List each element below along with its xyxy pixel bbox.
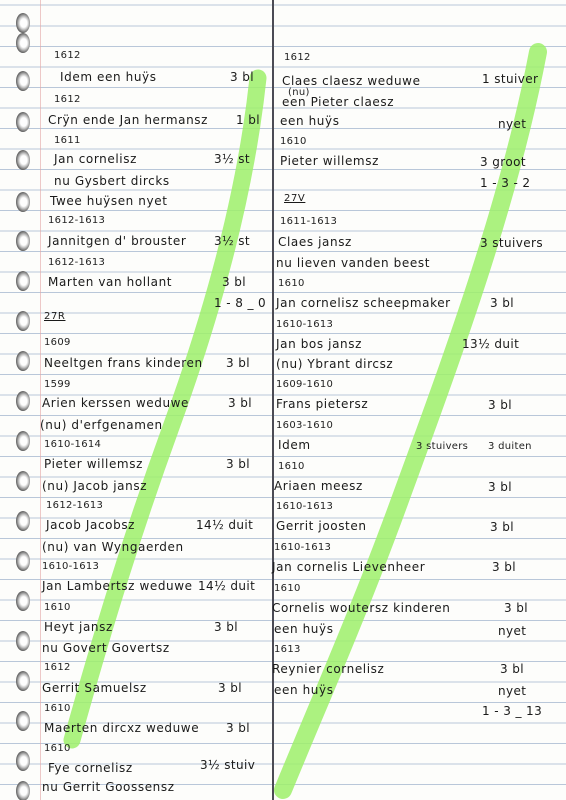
entry-amount: nyet bbox=[498, 624, 527, 638]
entry-name: Jan cornelisz scheepmaker bbox=[276, 296, 451, 310]
year-label: 1610-1614 bbox=[44, 439, 102, 450]
folio-total: 1 - 3 _ 13 bbox=[482, 704, 543, 718]
entry-name: Crÿn ende Jan hermansz bbox=[48, 113, 209, 127]
entry-name: Jan cornelisz bbox=[54, 152, 137, 166]
year-label: 1612-1613 bbox=[48, 215, 106, 226]
binding-hole bbox=[16, 511, 30, 531]
year-label: 1612 bbox=[54, 94, 81, 105]
entry-amount: nyet bbox=[498, 684, 527, 698]
entry-amount: 3 bl bbox=[230, 70, 255, 84]
binding-hole bbox=[16, 231, 30, 251]
entry-note: een huÿs bbox=[274, 683, 334, 697]
binding-hole bbox=[16, 192, 30, 212]
entry-amount-secondary: 3 duiten bbox=[488, 441, 532, 452]
entry-amount: 3½ stuiv bbox=[200, 758, 256, 772]
entry-name: Gerrit Samuelsz bbox=[42, 681, 147, 695]
binding-hole bbox=[16, 431, 30, 451]
entry-name: Reynier cornelisz bbox=[272, 662, 385, 676]
entry-amount: 3 bl bbox=[222, 275, 247, 289]
entry-amount: 3 bl bbox=[214, 620, 239, 634]
year-label: 1603-1610 bbox=[276, 420, 334, 431]
binding-hole bbox=[16, 751, 30, 771]
entry-note: nu lieven vanden beest bbox=[276, 256, 431, 270]
year-label: 1609 bbox=[44, 337, 71, 348]
binding-hole bbox=[16, 351, 30, 371]
entry-note: nu Gerrit Goossensz bbox=[42, 780, 175, 794]
entry-amount: 3½ st bbox=[214, 152, 251, 166]
entry-note: een Pieter claesz bbox=[282, 95, 395, 109]
folio-total: 1 - 8 _ 0 bbox=[214, 296, 267, 310]
year-label: 1610 bbox=[44, 703, 71, 714]
entry-name: Frans pietersz bbox=[276, 397, 369, 411]
entry-name: Pieter willemsz bbox=[280, 154, 379, 168]
year-label: 1613 bbox=[274, 644, 301, 655]
entry-name: Fye cornelisz bbox=[48, 761, 133, 775]
year-label: 1610 bbox=[274, 583, 301, 594]
entry-amount: 3 bl bbox=[490, 520, 515, 534]
binding-hole bbox=[16, 711, 30, 731]
year-label: 1599 bbox=[44, 379, 71, 390]
binding-hole bbox=[16, 112, 30, 132]
year-label: 1609-1610 bbox=[276, 379, 334, 390]
entry-name: Jan bos jansz bbox=[276, 337, 362, 351]
entry-note: nu Gysbert dircks bbox=[54, 174, 170, 188]
entry-name: Heyt jansz bbox=[44, 620, 113, 634]
entry-amount: 3 bl bbox=[228, 396, 253, 410]
entry-note: (nu) van Wyngaerden bbox=[42, 540, 184, 554]
year-label: 1610 bbox=[44, 602, 71, 613]
entry-name: Idem een huÿs bbox=[60, 70, 157, 84]
entry-amount: 3 bl bbox=[226, 457, 251, 471]
entry-amount: 14½ duit bbox=[198, 579, 256, 593]
entry-note: een huÿs bbox=[274, 622, 334, 636]
entry-name: Jannitgen d' brouster bbox=[48, 234, 187, 248]
entry-amount: 3 stuivers bbox=[416, 441, 469, 452]
margin-rule bbox=[40, 0, 41, 800]
entry-name: Jacob Jacobsz bbox=[46, 518, 136, 532]
entry-amount: 3 bl bbox=[226, 356, 251, 370]
year-label: 1610-1613 bbox=[42, 561, 100, 572]
entry-note: (nu) Jacob jansz bbox=[42, 479, 148, 493]
entry-name: Idem bbox=[278, 438, 311, 452]
year-label: 1612 bbox=[44, 662, 71, 673]
year-label: 1610-1613 bbox=[276, 501, 334, 512]
entry-name: Arien kerssen weduwe bbox=[42, 396, 190, 410]
binding-hole bbox=[16, 471, 30, 491]
binding-hole bbox=[16, 551, 30, 571]
entry-amount: 3 groot bbox=[480, 155, 526, 169]
entry-annotation: (nu) bbox=[288, 87, 310, 98]
year-label: 1612 bbox=[54, 50, 81, 61]
binding-hole bbox=[16, 13, 30, 33]
entry-amount: 3 bl bbox=[500, 662, 525, 676]
year-label: 1610-1613 bbox=[276, 319, 334, 330]
entry-amount: 3 bl bbox=[488, 480, 513, 494]
binding-hole bbox=[16, 33, 30, 53]
year-label: 1612 bbox=[284, 52, 311, 63]
entry-amount: nyet bbox=[498, 117, 527, 131]
entry-amount: 3 bl bbox=[492, 560, 517, 574]
year-label: 1610-1613 bbox=[274, 542, 332, 553]
entry-name: Claes claesz weduwe bbox=[282, 74, 421, 88]
entry-name: Claes jansz bbox=[278, 235, 352, 249]
binding-hole bbox=[16, 591, 30, 611]
year-label: 1612-1613 bbox=[48, 257, 106, 268]
spiral-binding bbox=[0, 0, 40, 800]
year-label: 1611 bbox=[54, 135, 81, 146]
entry-note: Twee huÿsen nyet bbox=[50, 194, 168, 208]
entry-amount: 14½ duit bbox=[196, 518, 254, 532]
entry-note: (nu) Ybrant dircsz bbox=[276, 357, 394, 371]
column-divider bbox=[272, 0, 274, 800]
binding-hole bbox=[16, 631, 30, 651]
folio-total: 1 - 3 - 2 bbox=[480, 176, 531, 190]
binding-hole bbox=[16, 71, 30, 91]
entry-name: Ariaen meesz bbox=[274, 479, 363, 493]
year-label: 1610 bbox=[278, 278, 305, 289]
year-label: 1610 bbox=[44, 743, 71, 754]
entry-amount: 1 bl bbox=[236, 113, 261, 127]
folio-marker: 27V bbox=[284, 193, 306, 204]
entry-note: (nu) d'erfgenamen bbox=[40, 418, 163, 432]
binding-hole bbox=[16, 311, 30, 331]
entry-amount: 13½ duit bbox=[462, 337, 520, 351]
entry-name: Jan cornelis Lievenheer bbox=[272, 560, 426, 574]
entry-note: een huÿs bbox=[280, 114, 340, 128]
entry-name: Jan Lambertsz weduwe bbox=[42, 579, 193, 593]
entry-amount: 1 stuiver bbox=[482, 72, 539, 86]
entry-note: nu Govert Govertsz bbox=[42, 641, 170, 655]
entry-amount: 3 stuivers bbox=[480, 236, 544, 250]
entry-name: Cornelis woutersz kinderen bbox=[272, 601, 451, 615]
entry-name: Neeltgen frans kinderen bbox=[44, 356, 203, 370]
entry-name: Pieter willemsz bbox=[44, 457, 143, 471]
binding-hole bbox=[16, 781, 30, 800]
entry-name: Maerten dircxz weduwe bbox=[44, 721, 200, 735]
folio-marker: 27R bbox=[44, 311, 66, 322]
entry-amount: 3 bl bbox=[490, 296, 515, 310]
year-label: 1612-1613 bbox=[46, 500, 104, 511]
year-label: 1610 bbox=[278, 461, 305, 472]
year-label: 1610 bbox=[280, 136, 307, 147]
binding-hole bbox=[16, 150, 30, 170]
entry-amount: 3 bl bbox=[488, 398, 513, 412]
year-label: 1611-1613 bbox=[280, 216, 338, 227]
entry-name: Marten van hollant bbox=[48, 275, 173, 289]
binding-hole bbox=[16, 671, 30, 691]
entry-amount: 3½ st bbox=[214, 234, 251, 248]
entry-amount: 3 bl bbox=[218, 681, 243, 695]
binding-hole bbox=[16, 271, 30, 291]
binding-hole bbox=[16, 391, 30, 411]
entry-amount: 3 bl bbox=[504, 601, 529, 615]
entry-name: Gerrit joosten bbox=[276, 519, 367, 533]
entry-amount: 3 bl bbox=[226, 721, 251, 735]
